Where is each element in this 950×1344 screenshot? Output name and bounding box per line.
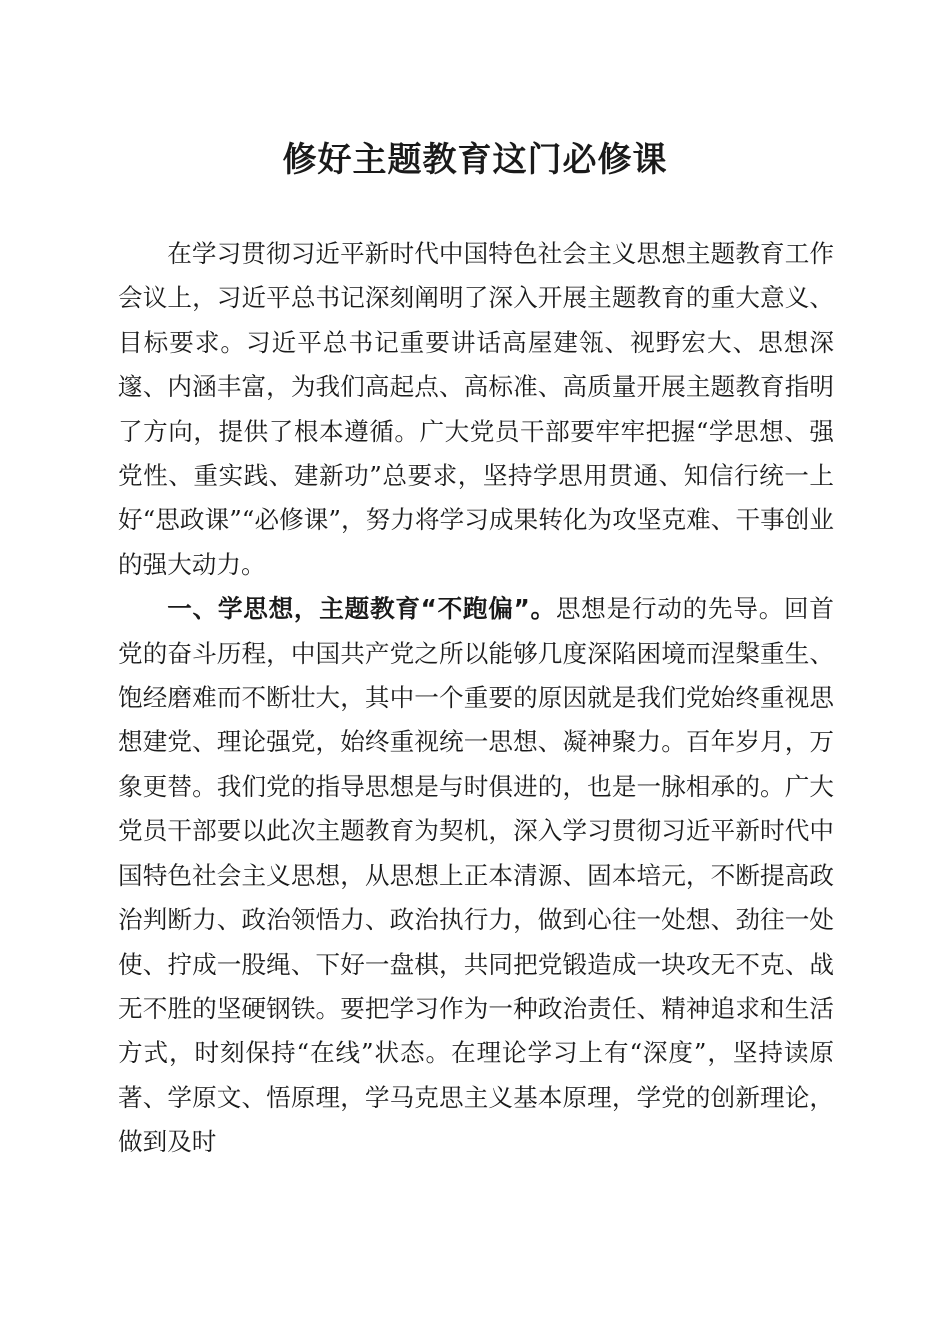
section-one-paragraph <box>118 587 834 1164</box>
intro-paragraph-text: 在学习贯彻习近平新时代中国特色社会主义思想主题教育工作会议上，习近平总书记深刻阐明了深入开展主题教育的重大意义、目标要求。习近平总书记重要讲话高屋建瓴、视野宏大、思想深邃、内涵丰富，为我们高起点、高标准、高质量开展主题教育指明了方向，提供了根本遵循。广大党员干部要牢牢把握“学思想、强党性、重实践、建新功”总要求，坚持学思用贯通、知信行统一上好“思政课”“必修课”，努力将学习成果转化为攻坚克难、干事创业的强大动力。 <box>118 239 834 579</box>
section-one-text: 思想是行动的先导。回首党的奋斗历程，中国共产党之所以能够几度深陷困境而涅槃重生、饱经磨难而不断壮大，其中一个重要的原因就是我们党始终重视思想建党、理论强党，始终重视统一思想、凝神聚力。百年岁月，万象更替。我们党的指导思想是与时俱进的，也是一脉相承的。广大党员干部要以此次主题教育为契机，深入学习贯彻习近平新时代中国特色社会主义思想，从思想上正本清源、固本培元，不断提高政治判断力、政治领悟力、政治执行力，做到心往一处想、劲往一处使、拧成一股绳、下好一盘棋，共同把党锻造成一块攻无不克、战无不胜的坚硬钢铁。要把学习作为一种政治责任、精神追求和生活方式，时刻保持“在线”状态。在理论学习上有“深度”，坚持读原著、学原文、悟原理，学马克思主义基本原理，学党的创新理论，做到及时 <box>118 594 834 1157</box>
document-body <box>118 232 834 1165</box>
intro-paragraph <box>118 232 834 587</box>
section-one-heading: 一、学思想，主题教育“不跑偏”。 <box>167 594 556 624</box>
document-title: 修好主题教育这门必修课 <box>282 140 668 180</box>
